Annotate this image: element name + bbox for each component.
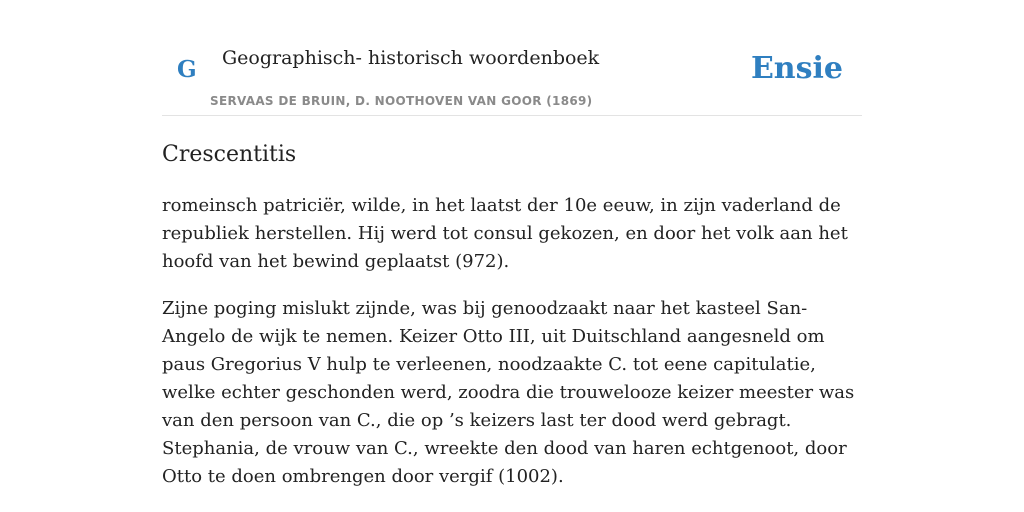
page-container — [162, 0, 862, 487]
book-title-link[interactable]: Geographisch- historisch woordenboek — [222, 47, 600, 69]
entry-body — [162, 192, 862, 510]
entry-paragraph: romeinsch patriciër, wilde, in het laatst der 10e eeuw, in zijn vaderland de republiek herstellen. Hij werd tot consul gekozen, en door het volk aan het hoofd van het bewind geplaatst (972). — [162, 195, 848, 272]
book-authors-year: SERVAAS DE BRUIN, D. NOOTHOVEN VAN GOOR (1869) — [210, 94, 593, 108]
entry-title: Crescentitis — [162, 142, 297, 167]
book-header — [162, 0, 862, 116]
ensie-logo-link[interactable]: Ensie — [750, 51, 843, 86]
entry-paragraph: Zijne poging mislukt zijnde, was bij genoodzaakt naar het kasteel San-Angelo de wijk te nemen. Keizer Otto III, uit Duitschland aangesneld om paus Gregorius V hulp te verleenen, noodzaakte C. tot eene capitulatie, welke echter geschonden werd, zoodra die trouwelooze keizer meester was van den persoon van C., die op ’s keizers last ter dood werd gebragt. Stephania, de vrouw van C., wreekte den dood van haren echtgenoot, door Otto te doen ombrengen door vergif (1002). — [162, 298, 855, 487]
book-initial-icon[interactable]: G — [177, 56, 197, 83]
